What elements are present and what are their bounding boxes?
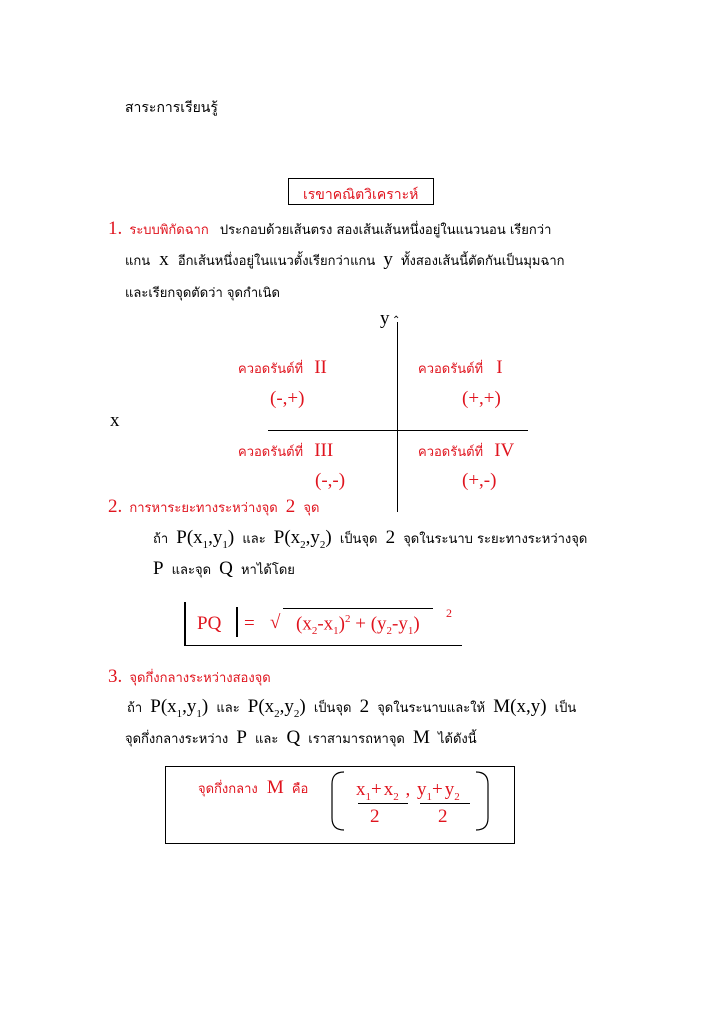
fraction-bar-2 [420,803,470,804]
section1-line1 [108,218,551,240]
formula-box-bottom [184,645,462,646]
formula-box-left [184,602,186,646]
section1-line3: และเรียกจุดตัดว่า จุดกำเนิด [125,286,280,301]
distance-lhs: PQ [197,613,222,634]
midpoint-denominator-1: 2 [370,806,380,827]
x-axis-label: x [110,410,120,431]
y-axis-arrow: ⌃ [392,315,401,326]
section1-text: ประกอบด้วยเส้นตรง สองเส้นเส้นหนึ่งอยู่ในแนวนอน เรียกว่า [219,223,552,238]
sqrt-overline [283,608,433,609]
section1-text-c: ทั้งสองเส้นนี้ตัดกันเป็นมุมฉาก [400,254,565,269]
midpoint-label: จุดกึ่งกลาง M คือ [198,777,309,798]
topic-box [288,178,434,205]
midpoint-numerator: $x_1+ x_2$ , $y_1+ y_2$ [356,779,460,803]
sqrt-sign: √ [270,612,281,633]
abs-bar-right [236,607,238,637]
page-header: สาระการเรียนรู้ [125,100,218,116]
quadrant-1-title: ควอดรันต์ที่ I [418,357,503,378]
distance-eq: = [244,613,255,634]
section1-text-a: แกน [125,254,151,269]
section2-line1: ถ้า $P(x_1,y_1)$ และ $P(x_2,y_2)$ เป็นจุด 2 จุดในระนาบ ระยะทางระหว่างจุด [153,527,588,551]
distance-radicand: $(x_2-x_1)^2 + (y_2-y_1)$ [296,613,420,638]
section3-line1: ถ้า $P(x_1,y_1)$ และ $P(x_2,y_2)$ เป็นจุด 2 จุดในระนาบและให้ M(x,y) เป็น [127,696,577,720]
quadrant-3-signs: (-,-) [315,470,346,491]
section3-heading: 3. จุดกึ่งกลางระหว่างสองจุด [108,666,271,687]
section1-heading: ระบบพิกัดฉาก [129,223,209,238]
section1-line2 [125,249,565,271]
section1-x: x [159,249,169,270]
section2-heading: 2. การหาระยะทางระหว่างจุด 2 จุด [108,496,320,517]
distance-outer-power: 2 [446,606,452,620]
quadrant-3-title: ควอดรันต์ที่ III [238,440,334,461]
section2-line2: P และจุด Q หาได้โดย [153,558,295,579]
quadrant-1-signs: (+,+) [462,388,501,409]
section1-number: 1. [108,218,123,239]
quadrant-2-title: ควอดรันต์ที่ II [238,357,327,378]
quadrant-4-title: ควอดรันต์ที่ IV [418,440,515,461]
section1-y: y [383,249,393,270]
quadrant-2-signs: (-,+) [270,388,305,409]
topic-label: เรขาคณิตวิเคราะห์ [303,187,419,203]
quadrant-4-signs: (+,-) [462,470,497,491]
fraction-bar-1 [358,803,408,804]
x-axis [268,430,528,431]
y-axis [397,322,398,512]
section3-line2: จุดกึ่งกลางระหว่าง P และ Q เราสามารถหาจุด M ได้ดังนี้ [125,727,477,748]
midpoint-denominator-2: 2 [438,806,448,827]
section1-text-b: อีกเส้นหนึ่งอยู่ในแนวตั้งเรียกว่าแกน [177,254,376,269]
y-axis-label: y [380,308,390,329]
